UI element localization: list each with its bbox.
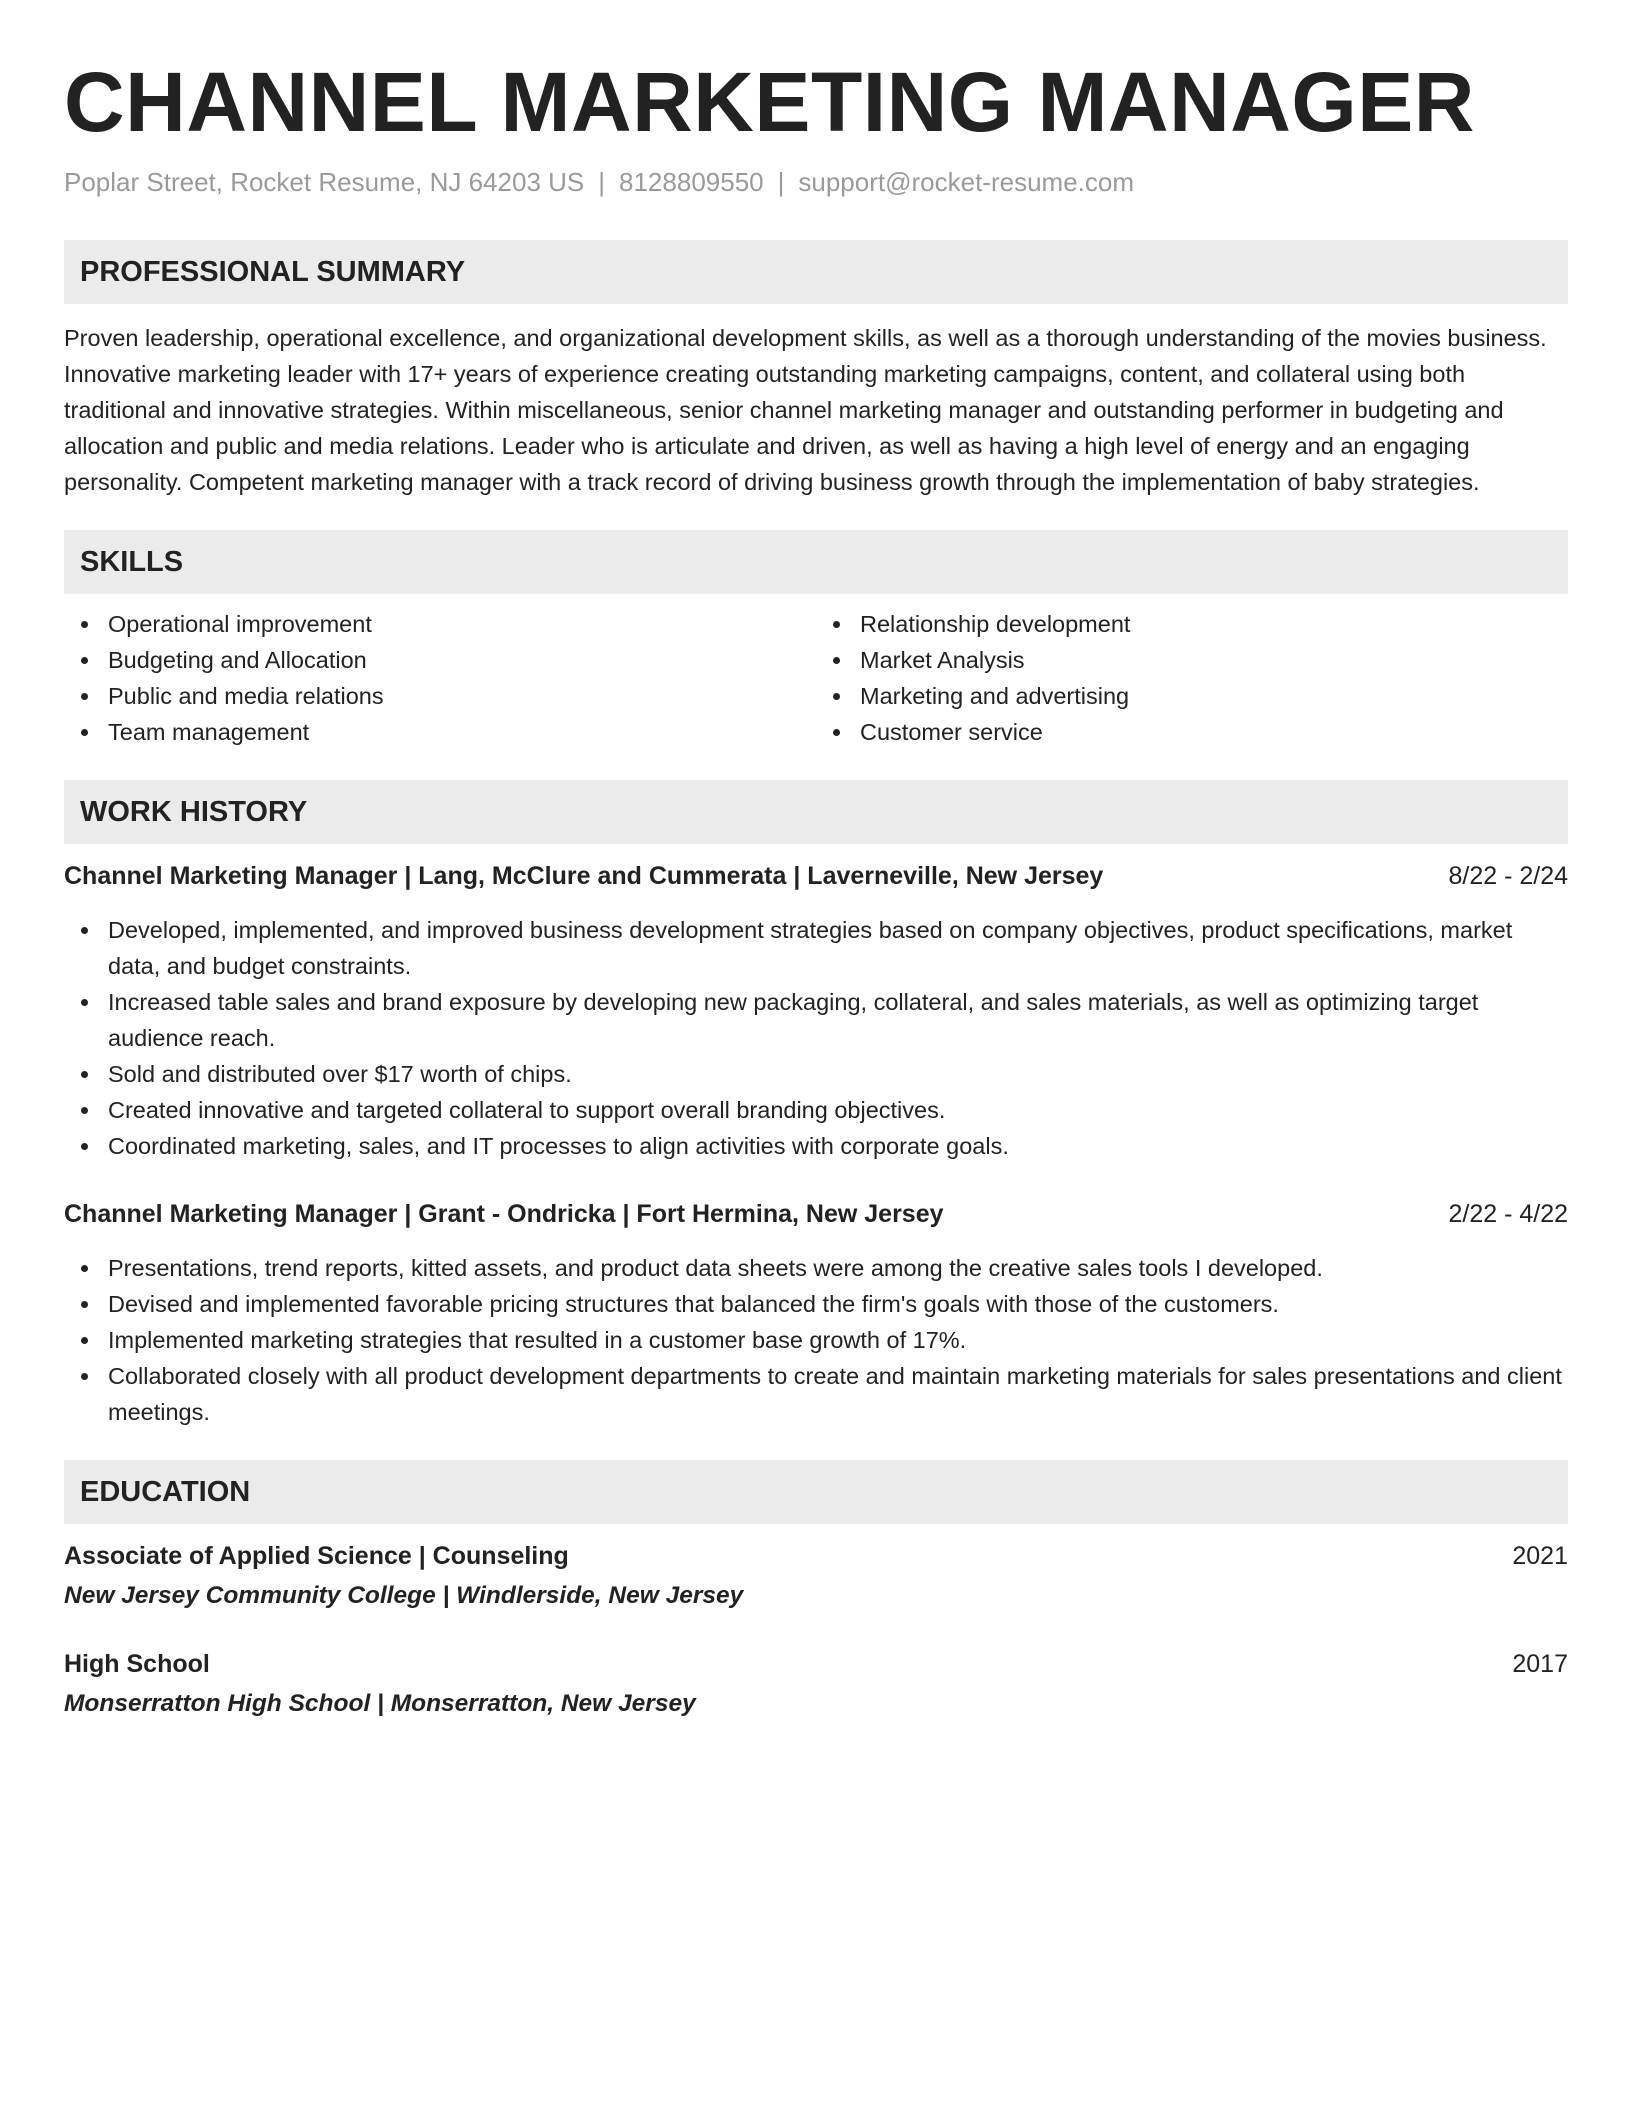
job-bullet: Coordinated marketing, sales, and IT processes to align activities with corporate goals.: [64, 1128, 1568, 1164]
skills-section: [64, 530, 1568, 750]
section-header-work-history: WORK HISTORY: [64, 780, 1568, 844]
job-title: Channel Marketing Manager | Grant - Ondricka | Fort Hermina, New Jersey: [64, 1200, 944, 1228]
job-bullet: Developed, implemented, and improved business development strategies based on company objectives, product specifications, market data, and budget constraints.: [64, 912, 1568, 984]
job-bullet: Collaborated closely with all product development departments to create and maintain marketing materials for sales presentations and client meetings.: [64, 1358, 1568, 1430]
job-entry: [64, 858, 1568, 1164]
contact-phone: 8128809550: [619, 167, 764, 197]
education-degree: High School: [64, 1650, 210, 1678]
contact-line: [64, 164, 1568, 200]
education-school: New Jersey Community College | Windlerside, New Jersey: [64, 1582, 744, 1609]
job-heading-row: [64, 858, 1568, 894]
job-bullet: Implemented marketing strategies that resulted in a customer base growth of 17%.: [64, 1322, 1568, 1358]
contact-address: Poplar Street, Rocket Resume, NJ 64203 US: [64, 167, 585, 197]
contact-email: support@rocket-resume.com: [798, 167, 1135, 197]
education-school: Monserratton High School | Monserratton, New Jersey: [64, 1690, 696, 1717]
job-entry: [64, 1196, 1568, 1430]
skill-item: Operational improvement: [64, 606, 816, 642]
skills-grid: [64, 606, 1568, 750]
skills-column-left: [64, 606, 816, 750]
education-heading-row: [64, 1538, 1568, 1574]
skill-item: Relationship development: [816, 606, 1568, 642]
education-degree: Associate of Applied Science | Counseling: [64, 1542, 569, 1570]
skill-item: Team management: [64, 714, 816, 750]
job-bullet: Sold and distributed over $17 worth of chips.: [64, 1056, 1568, 1092]
job-title: Channel Marketing Manager | Lang, McClure and Cummerata | Laverneville, New Jersey: [64, 862, 1104, 890]
resume-name: CHANNEL MARKETING MANAGER: [64, 55, 1475, 149]
education-entry: [64, 1646, 1568, 1722]
skill-item: Market Analysis: [816, 642, 1568, 678]
work-history-section: [64, 780, 1568, 1430]
job-bullet: Increased table sales and brand exposure by developing new packaging, collateral, and sales materials, as well as optimizing target audience reach.: [64, 984, 1568, 1056]
job-dates: 2/22 - 4/22: [1448, 1200, 1568, 1228]
section-header-summary: PROFESSIONAL SUMMARY: [64, 240, 1568, 304]
skill-item: Public and media relations: [64, 678, 816, 714]
section-header-education: EDUCATION: [64, 1460, 1568, 1524]
job-bullet-list: [64, 912, 1568, 1164]
job-dates: 8/22 - 2/24: [1448, 862, 1568, 890]
skills-column-right: [816, 606, 1568, 750]
skill-item: Customer service: [816, 714, 1568, 750]
education-entry: [64, 1538, 1568, 1614]
education-year: 2017: [1512, 1650, 1568, 1678]
professional-summary-section: [64, 240, 1568, 500]
education-year: 2021: [1512, 1542, 1568, 1570]
education-heading-row: [64, 1646, 1568, 1682]
contact-separator: |: [598, 167, 606, 197]
job-bullet-list: [64, 1250, 1568, 1430]
job-bullet: Created innovative and targeted collateral to support overall branding objectives.: [64, 1092, 1568, 1128]
skill-item: Budgeting and Allocation: [64, 642, 816, 678]
job-heading-row: [64, 1196, 1568, 1232]
skill-item: Marketing and advertising: [816, 678, 1568, 714]
education-section: [64, 1460, 1568, 1722]
summary-text: Proven leadership, operational excellence, and organizational development skills, as well as a thorough understanding of the movies business. Innovative marketing leader with 17+ years of experience creating outstanding marketing campaigns, content, and collateral using both traditional and innovative strategies. Within miscellaneous, senior channel marketing manager and outstanding performer in budgeting and allocation and public and media relations. Leader who is articulate and driven, as well as having a high level of energy and an engaging personality. Competent marketing manager with a track record of driving business growth through the implementation of baby strategies.: [64, 325, 1547, 495]
section-header-skills: SKILLS: [64, 530, 1568, 594]
job-bullet: Presentations, trend reports, kitted assets, and product data sheets were among the creative sales tools I developed.: [64, 1250, 1568, 1286]
job-bullet: Devised and implemented favorable pricing structures that balanced the firm's goals with those of the customers.: [64, 1286, 1568, 1322]
contact-separator: |: [777, 167, 785, 197]
